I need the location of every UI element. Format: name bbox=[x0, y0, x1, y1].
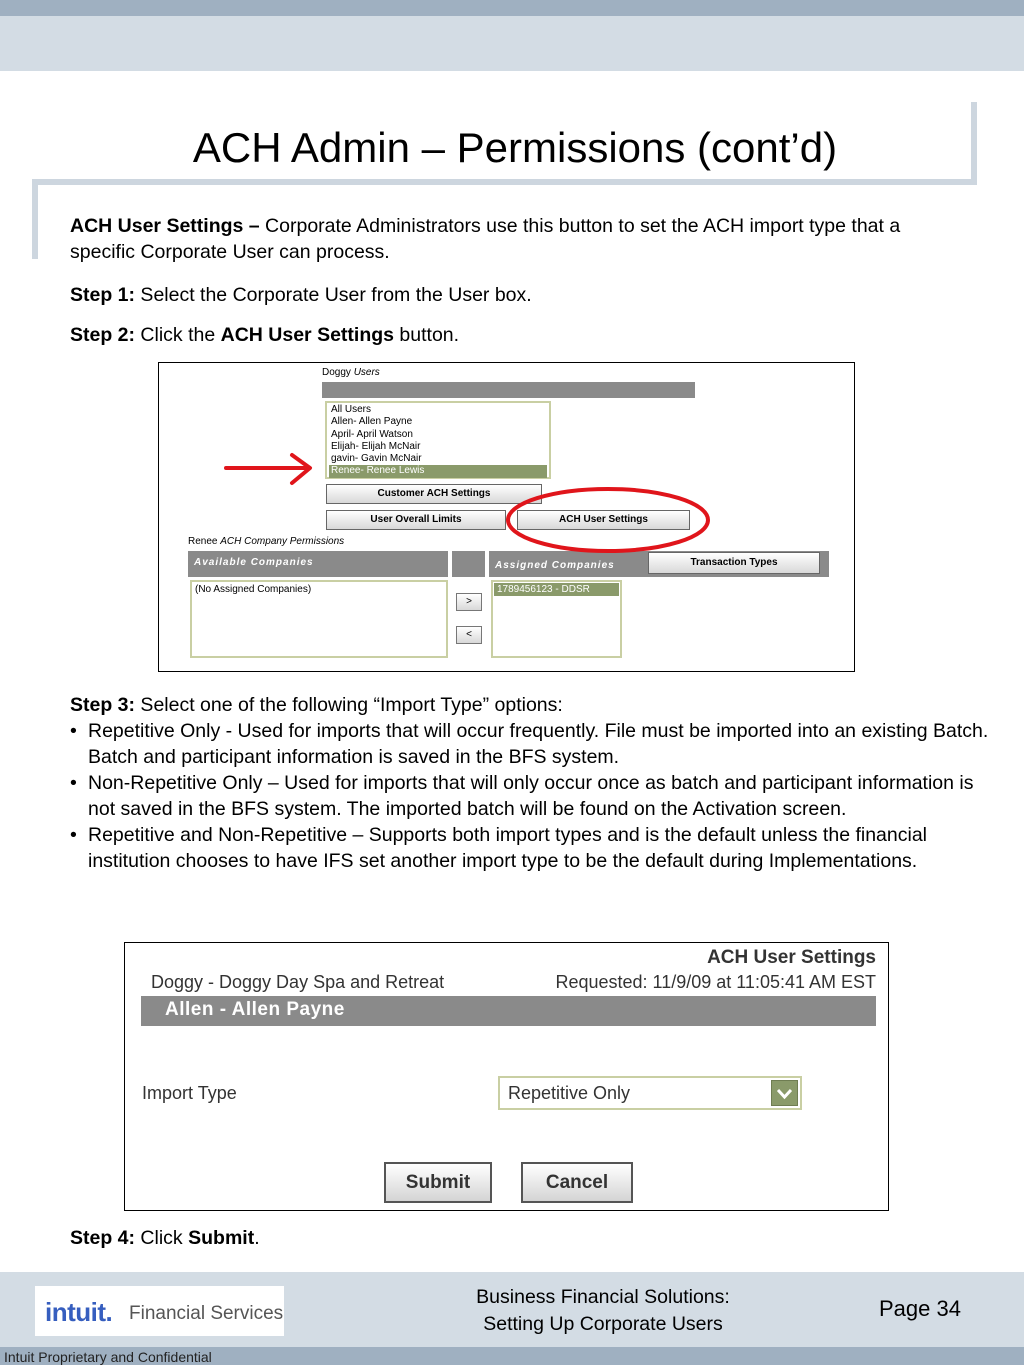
user-header-bar bbox=[141, 996, 876, 1026]
step-2-label: Step 2: bbox=[70, 324, 136, 346]
step-4 bbox=[70, 1225, 260, 1251]
step-1 bbox=[70, 282, 532, 308]
user-listbox[interactable] bbox=[325, 401, 551, 479]
step-1-text: Select the Corporate User from the User box. bbox=[135, 284, 532, 306]
title-frame-bottom bbox=[32, 179, 977, 185]
user-option[interactable]: All Users bbox=[331, 404, 372, 415]
step-2-bold: ACH User Settings bbox=[220, 324, 394, 346]
step-1-label: Step 1: bbox=[70, 284, 136, 306]
intro-heading: ACH User Settings – bbox=[70, 215, 260, 237]
footer-line-2: Setting Up Corporate Users bbox=[483, 1313, 723, 1335]
intuit-logo bbox=[35, 1286, 284, 1336]
assigned-companies-list[interactable] bbox=[491, 580, 622, 658]
move-left-button[interactable]: < bbox=[456, 626, 482, 644]
available-companies-header: Available Companies bbox=[188, 551, 448, 577]
user-option[interactable]: April- April Watson bbox=[331, 428, 413, 440]
intro-text: Corporate Administrators use this button to set the ACH import type that a specific Corporate User can process. bbox=[70, 215, 901, 263]
footer-line-1: Business Financial Solutions: bbox=[476, 1286, 730, 1308]
user-overall-limits-button[interactable]: User Overall Limits bbox=[326, 510, 506, 530]
logo-subtext: Financial Services bbox=[129, 1303, 284, 1324]
user-option[interactable]: Allen- Allen Payne bbox=[331, 416, 413, 428]
user-name: Allen - Allen Payne bbox=[165, 999, 345, 1020]
page-number: Page 34 bbox=[879, 1296, 961, 1321]
permissions-label: Renee ACH Company Permissions bbox=[188, 536, 345, 547]
step-4-after: . bbox=[254, 1227, 260, 1249]
step-3-label: Step 3: bbox=[70, 694, 136, 716]
user-option-selected[interactable]: Renee- Renee Lewis bbox=[329, 465, 547, 477]
submit-button[interactable]: Submit bbox=[384, 1162, 492, 1203]
step-2-text: Click the bbox=[135, 324, 221, 346]
header-band-light bbox=[0, 16, 1024, 71]
user-option[interactable]: Elijah- Elijah McNair bbox=[331, 440, 421, 452]
red-arrow-icon bbox=[224, 452, 316, 488]
move-right-button[interactable]: > bbox=[456, 593, 482, 611]
assigned-companies-header: Assigned Companies bbox=[489, 551, 829, 577]
no-assigned-text: (No Assigned Companies) bbox=[195, 584, 312, 595]
step-2-after: button. bbox=[394, 324, 460, 346]
user-option[interactable]: gavin- Gavin McNair bbox=[331, 453, 422, 465]
list-item: • Repetitive Only - Used for imports that will occur frequently. File must be imported into an existing Batch. Batch and participant information is saved in the BFS system. bbox=[70, 720, 989, 768]
import-type-select[interactable] bbox=[498, 1076, 802, 1110]
transaction-types-button[interactable]: Transaction Types bbox=[648, 552, 820, 574]
header-band-dark bbox=[0, 0, 1024, 16]
step-4-text: Click bbox=[135, 1227, 189, 1249]
list-item: • Repetitive and Non-Repetitive – Supports both import types and is the default unless the financial institution chooses to have IFS set another import type to be the default during Implementations. bbox=[70, 824, 927, 872]
logo-brand: intuit. bbox=[45, 1297, 113, 1327]
red-highlight-ellipse bbox=[503, 484, 713, 556]
chevron-down-icon[interactable] bbox=[771, 1080, 798, 1106]
title-frame-left bbox=[32, 179, 38, 259]
step-4-label: Step 4: bbox=[70, 1227, 136, 1249]
page-title: ACH Admin – Permissions (cont’d) bbox=[192, 124, 838, 171]
cancel-button[interactable]: Cancel bbox=[521, 1162, 633, 1203]
confidential-notice: Intuit Proprietary and Confidential bbox=[4, 1349, 212, 1365]
step-2 bbox=[70, 322, 459, 348]
step-3 bbox=[70, 692, 563, 718]
import-type-options bbox=[70, 718, 990, 874]
step-3-text: Select one of the following “Import Type” options: bbox=[135, 694, 563, 716]
import-type-label: Import Type bbox=[142, 1083, 237, 1103]
import-type-value: Repetitive Only bbox=[508, 1083, 631, 1103]
users-header-bar bbox=[322, 382, 695, 398]
customer-ach-settings-button[interactable]: Customer ACH Settings bbox=[326, 484, 542, 504]
footer-doc-title bbox=[453, 1284, 753, 1338]
transfer-column-header bbox=[452, 551, 485, 577]
organization-name: Doggy - Doggy Day Spa and Retreat bbox=[151, 972, 445, 992]
intro-paragraph bbox=[70, 213, 950, 265]
step-4-bold: Submit bbox=[188, 1227, 255, 1249]
users-label: Doggy Users bbox=[322, 367, 380, 378]
assigned-company-item[interactable]: 1789456123 - DDSR bbox=[494, 583, 619, 596]
ach-user-settings-screenshot bbox=[124, 942, 889, 1211]
list-item: • Non-Repetitive Only – Used for imports that will only occur once as batch and participant information is not saved in the BFS system. The imported batch will be found on the Activation screen. bbox=[70, 772, 974, 820]
settings-title: ACH User Settings bbox=[707, 947, 876, 968]
requested-timestamp: Requested: 11/9/09 at 11:05:41 AM EST bbox=[555, 972, 876, 992]
ach-user-settings-button[interactable]: ACH User Settings bbox=[517, 510, 690, 530]
available-companies-list[interactable] bbox=[190, 580, 448, 658]
